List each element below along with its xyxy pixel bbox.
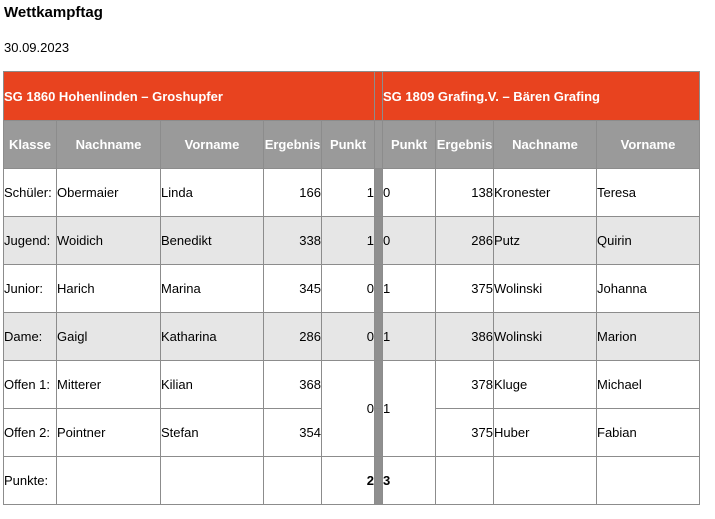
home-vorname-cell: Linda <box>161 169 264 217</box>
home-ergebnis-cell: 354 <box>264 409 322 457</box>
home-vorname-cell: Stefan <box>161 409 264 457</box>
totals-label: Punkte: <box>4 457 57 505</box>
away-vorname-cell: Johanna <box>597 265 700 313</box>
home-total-points: 2 <box>322 457 375 505</box>
home-punkt-cell: 1 <box>322 217 375 265</box>
header-away-vorname: Vorname <box>597 121 700 169</box>
away-vorname-cell: Michael <box>597 361 700 409</box>
empty-cell <box>597 457 700 505</box>
away-ergebnis-cell: 286 <box>436 217 494 265</box>
away-nachname-cell: Huber <box>494 409 597 457</box>
totals-row <box>4 457 700 505</box>
klasse-cell: Dame: <box>4 313 57 361</box>
klasse-cell: Offen 2: <box>4 409 57 457</box>
column-separator <box>375 121 383 169</box>
table-row <box>4 169 700 217</box>
home-nachname-cell: Pointner <box>57 409 161 457</box>
away-ergebnis-cell: 386 <box>436 313 494 361</box>
away-vorname-cell: Marion <box>597 313 700 361</box>
home-vorname-cell: Katharina <box>161 313 264 361</box>
header-klasse: Klasse <box>4 121 57 169</box>
header-away-ergebnis: Ergebnis <box>436 121 494 169</box>
header-home-ergebnis: Ergebnis <box>264 121 322 169</box>
header-away-nachname: Nachname <box>494 121 597 169</box>
away-nachname-cell: Wolinski <box>494 313 597 361</box>
away-ergebnis-cell: 375 <box>436 265 494 313</box>
away-ergebnis-cell: 138 <box>436 169 494 217</box>
header-home-punkt: Punkt <box>322 121 375 169</box>
results-table <box>3 71 700 505</box>
away-punkt-cell: 1 <box>383 313 436 361</box>
home-nachname-cell: Harich <box>57 265 161 313</box>
klasse-cell: Schüler: <box>4 169 57 217</box>
column-separator <box>375 217 383 265</box>
home-nachname-cell: Woidich <box>57 217 161 265</box>
away-offen-punkt-cell: 1 <box>383 361 436 457</box>
away-nachname-cell: Wolinski <box>494 265 597 313</box>
page-title: Wettkampftag <box>4 4 103 21</box>
home-offen-punkt-cell: 0 <box>322 361 375 457</box>
column-separator <box>375 409 383 457</box>
home-punkt-cell: 0 <box>322 313 375 361</box>
klasse-cell: Offen 1: <box>4 361 57 409</box>
home-ergebnis-cell: 338 <box>264 217 322 265</box>
away-team-name: SG 1809 Grafing.V. – Bären Grafing <box>383 72 700 121</box>
column-separator <box>375 457 383 505</box>
table-row <box>4 313 700 361</box>
away-punkt-cell: 0 <box>383 217 436 265</box>
away-nachname-cell: Putz <box>494 217 597 265</box>
home-vorname-cell: Benedikt <box>161 217 264 265</box>
home-ergebnis-cell: 286 <box>264 313 322 361</box>
empty-cell <box>494 457 597 505</box>
klasse-cell: Jugend: <box>4 217 57 265</box>
header-away-punkt: Punkt <box>383 121 436 169</box>
away-vorname-cell: Fabian <box>597 409 700 457</box>
column-separator <box>375 72 383 121</box>
header-home-vorname: Vorname <box>161 121 264 169</box>
home-punkt-cell: 1 <box>322 169 375 217</box>
away-nachname-cell: Kluge <box>494 361 597 409</box>
column-separator <box>375 313 383 361</box>
column-separator <box>375 361 383 409</box>
column-separator <box>375 265 383 313</box>
away-vorname-cell: Quirin <box>597 217 700 265</box>
home-nachname-cell: Mitterer <box>57 361 161 409</box>
away-punkt-cell: 0 <box>383 169 436 217</box>
home-nachname-cell: Obermaier <box>57 169 161 217</box>
home-nachname-cell: Gaigl <box>57 313 161 361</box>
home-vorname-cell: Kilian <box>161 361 264 409</box>
home-ergebnis-cell: 345 <box>264 265 322 313</box>
table-row <box>4 265 700 313</box>
table-row <box>4 361 700 409</box>
away-ergebnis-cell: 375 <box>436 409 494 457</box>
empty-cell <box>436 457 494 505</box>
table-row <box>4 217 700 265</box>
home-ergebnis-cell: 368 <box>264 361 322 409</box>
event-date: 30.09.2023 <box>4 40 70 55</box>
header-home-nachname: Nachname <box>57 121 161 169</box>
away-total-points: 3 <box>383 457 436 505</box>
empty-cell <box>57 457 161 505</box>
team-header-row <box>4 72 700 121</box>
away-ergebnis-cell: 378 <box>436 361 494 409</box>
away-vorname-cell: Teresa <box>597 169 700 217</box>
home-team-name: SG 1860 Hohenlinden – Groshupfer <box>4 72 375 121</box>
home-ergebnis-cell: 166 <box>264 169 322 217</box>
empty-cell <box>264 457 322 505</box>
home-vorname-cell: Marina <box>161 265 264 313</box>
empty-cell <box>161 457 264 505</box>
column-separator <box>375 169 383 217</box>
home-punkt-cell: 0 <box>322 265 375 313</box>
column-header-row <box>4 121 700 169</box>
away-punkt-cell: 1 <box>383 265 436 313</box>
klasse-cell: Junior: <box>4 265 57 313</box>
away-nachname-cell: Kronester <box>494 169 597 217</box>
